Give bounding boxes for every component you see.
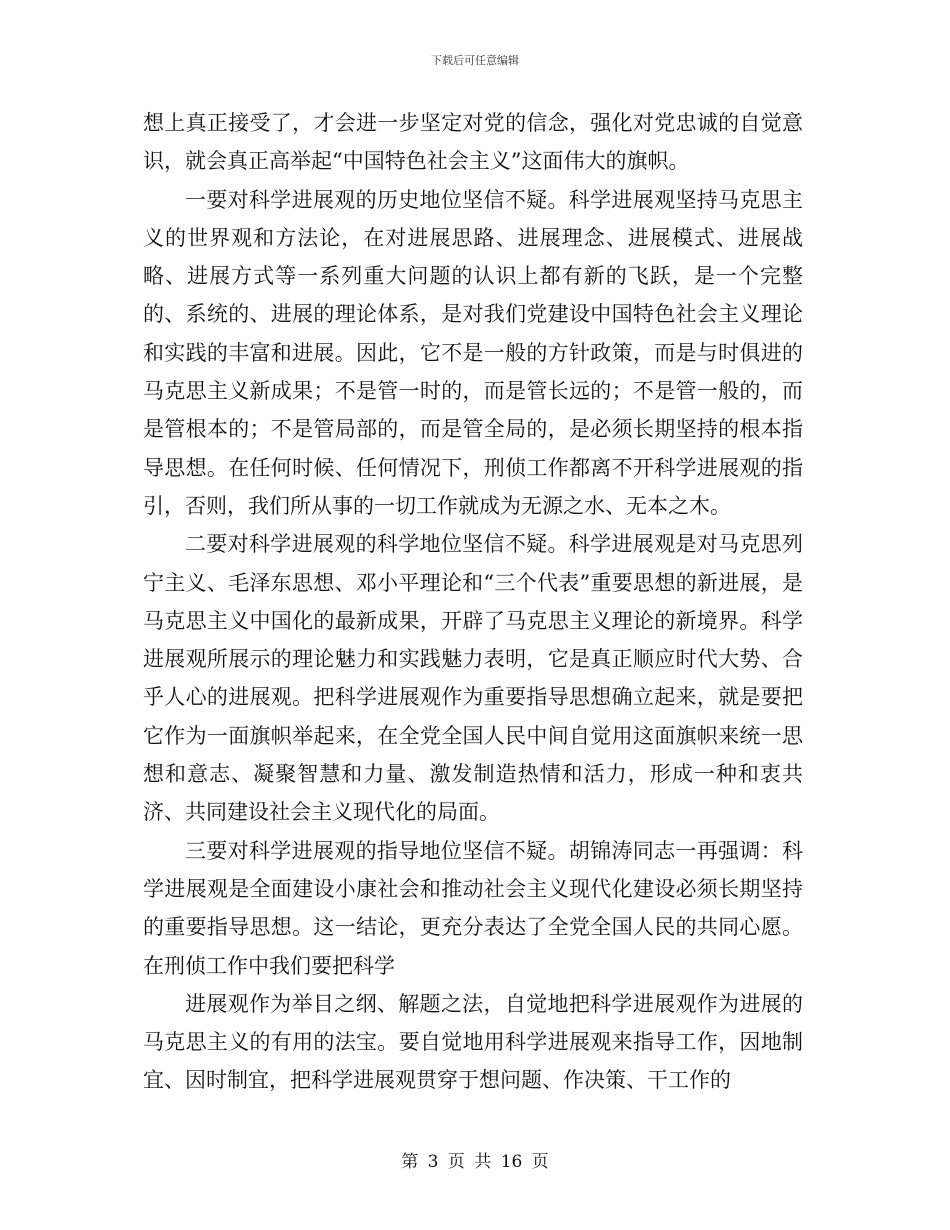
paragraph-4: 三要对科学进展观的指导地位坚信不疑。胡锦涛同志一再强调：科学进展观是全面建设小康社会和推动社会主义现代化建设必须长期坚持的重要指导思想。这一结论，更充分表达了全党全国人民的共同心愿。在刑侦工作中我们要把科学 — [143, 838, 803, 978]
paragraph-5: 进展观作为举目之纲、解题之法，自觉地把科学进展观作为进展的马克思主义的有用的法宝。要自觉地用科学进展观来指导工作，因地制宜、因时制宜，把科学进展观贯穿于想问题、作决策、干工作的 — [143, 991, 803, 1093]
page-footer: 第 3 页 共 16 页 — [401, 1152, 549, 1172]
paragraph-1: 想上真正接受了，才会进一步坚定对党的信念，强化对党忠诚的自觉意识，就会真正高举起“中国特色社会主义”这面伟大的旗帜。 — [143, 111, 803, 174]
page-header: 下载后可任意编辑 — [431, 54, 519, 67]
document-body — [143, 104, 803, 1100]
paragraph-3: 二要对科学进展观的科学地位坚信不疑。科学进展观是对马克思列宁主义、毛泽东思想、邓小平理论和“三个代表”重要思想的新进展，是马克思主义中国化的最新成果，开辟了马克思主义理论的新境界。科学进展观所展示的理论魅力和实践魅力表明，它是真正顺应时代大势、合乎人心的进展观。把科学进展观作为重要指导思想确立起来，就是要把它作为一面旗帜举起来，在全党全国人民中间自觉用这面旗帜来统一思想和意志、凝聚智慧和力量、激发制造热情和活力，形成一种和衷共济、共同建设社会主义现代化的局面。 — [143, 532, 803, 825]
paragraph-2: 一要对科学进展观的历史地位坚信不疑。科学进展观坚持马克思主义的世界观和方法论，在对进展思路、进展理念、进展模式、进展战略、进展方式等一系列重大问题的认识上都有新的飞跃，是一个完整的、系统的、进展的理论体系，是对我们党建设中国特色社会主义理论和实践的丰富和进展。因此，它不是一般的方针政策，而是与时俱进的马克思主义新成果；不是管一时的，而是管长远的；不是管一般的，而是管根本的；不是管局部的，而是管全局的，是必须长期坚持的根本指导思想。在任何时候、任何情况下，刑侦工作都离不开科学进展观的指引，否则，我们所从事的一切工作就成为无源之水、无本之木。 — [143, 187, 803, 518]
